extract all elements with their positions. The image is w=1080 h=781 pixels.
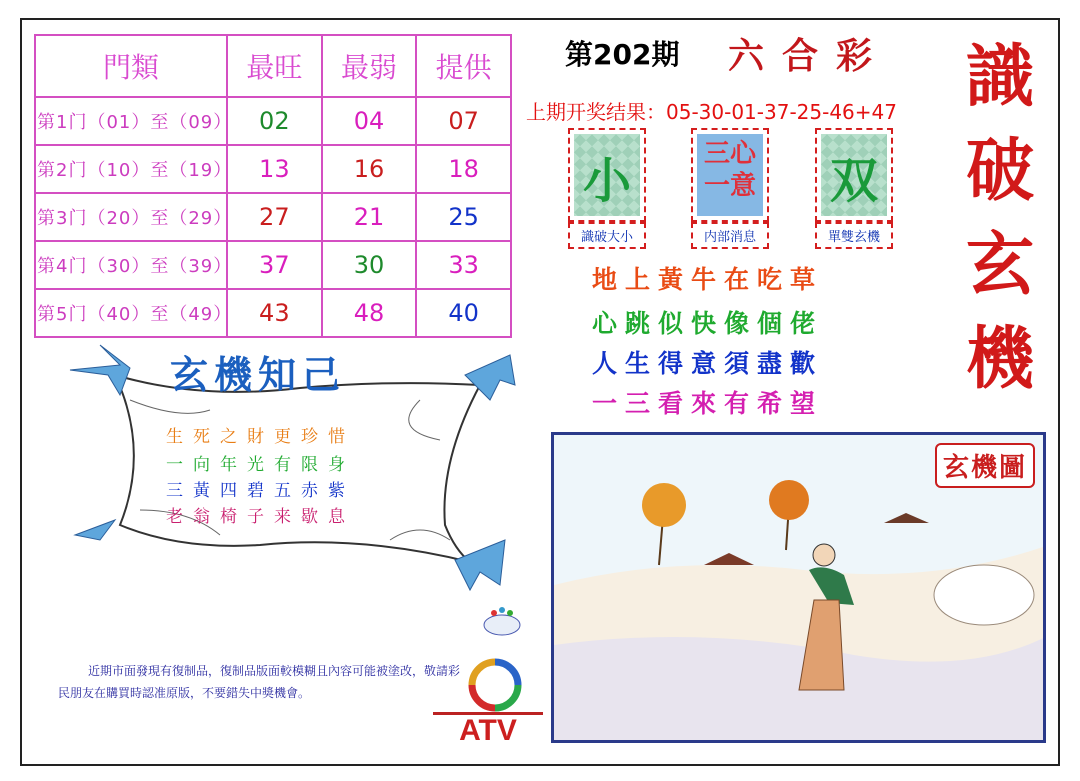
table-header-row <box>35 35 511 97</box>
table-row <box>35 193 511 241</box>
hint-glyph: 三心一意 <box>703 139 756 201</box>
poem-line: 一三看來有希望 <box>592 389 824 418</box>
table-row <box>35 241 511 289</box>
hint-caption: 識破大小 <box>568 222 646 249</box>
last-result: 上期开奖结果：05-30-01-37-25-46+47 <box>526 100 897 124</box>
hint-box-size <box>568 128 646 245</box>
brand-title: 六合彩 <box>728 35 891 77</box>
cell-weak: 21 <box>322 193 417 241</box>
cell-weak: 16 <box>322 145 417 193</box>
hint-glyph: 小 <box>582 153 631 209</box>
hint-box-odd-even <box>815 128 893 245</box>
cell-best: 13 <box>227 145 322 193</box>
issue-number: 第202期 <box>565 38 680 71</box>
hint-glyph: 双 <box>829 153 878 209</box>
row-label: 第1门（01）至（09） <box>35 97 227 145</box>
row-label: 第3门（20）至（29） <box>35 193 227 241</box>
atv-logo-text: ATV <box>433 712 543 747</box>
vertical-title <box>955 30 1045 406</box>
banner-title: 玄機知己 <box>170 352 347 397</box>
scene-tag: 玄機圖 <box>935 443 1035 488</box>
header-best: 最旺 <box>227 35 322 97</box>
cell-weak: 04 <box>322 97 417 145</box>
table-row <box>35 97 511 145</box>
vertical-title-char: 破 <box>965 131 1034 211</box>
verse-line: 生死之財更珍惜 <box>166 427 355 447</box>
hint-caption: 單雙玄機 <box>815 222 893 249</box>
cell-give: 33 <box>416 241 511 289</box>
cell-best: 37 <box>227 241 322 289</box>
row-label: 第5门（40）至（49） <box>35 289 227 337</box>
table-row <box>35 289 511 337</box>
verse-line: 三黃四碧五赤紫 <box>166 481 355 501</box>
cell-give: 40 <box>416 289 511 337</box>
poem-line: 地上黃牛在吃草 <box>592 265 824 294</box>
cell-weak: 30 <box>322 241 417 289</box>
copy-warning-notice: 近期市面發現有復制品，復制品版面較模糊且內容可能被塗改，敬請彩民朋友在購買時認准原版，不要錯失中獎機會。 <box>58 664 461 700</box>
table-row <box>35 145 511 193</box>
lottery-logo-icon <box>480 605 524 639</box>
row-label: 第4门（30）至（39） <box>35 241 227 289</box>
bird-icon <box>75 520 115 540</box>
vertical-title-char: 玄 <box>965 225 1034 305</box>
cell-best: 43 <box>227 289 322 337</box>
header-give: 提供 <box>416 35 511 97</box>
cell-give: 25 <box>416 193 511 241</box>
cell-best: 02 <box>227 97 322 145</box>
atv-emblem-icon <box>468 658 522 712</box>
verse-line: 一向年光有限身 <box>166 455 355 475</box>
row-label: 第2门（10）至（19） <box>35 145 227 193</box>
cell-give: 07 <box>416 97 511 145</box>
bird-icon <box>70 345 130 395</box>
vertical-title-char: 機 <box>965 319 1034 399</box>
hint-caption: 内部消息 <box>691 222 769 249</box>
cell-best: 27 <box>227 193 322 241</box>
verse-line: 老翁椅子来歇息 <box>166 507 355 527</box>
scene-picture <box>551 432 1046 743</box>
bird-icon <box>455 540 505 590</box>
header-weak: 最弱 <box>322 35 417 97</box>
header-category: 門類 <box>35 35 227 97</box>
hint-box-inside <box>691 128 769 245</box>
vertical-title-char: 識 <box>965 37 1034 117</box>
poem-line: 人生得意須盡歡 <box>592 349 824 378</box>
cell-weak: 48 <box>322 289 417 337</box>
cell-give: 18 <box>416 145 511 193</box>
poem-line: 心跳似快像個佬 <box>592 309 824 338</box>
number-table <box>34 34 512 338</box>
